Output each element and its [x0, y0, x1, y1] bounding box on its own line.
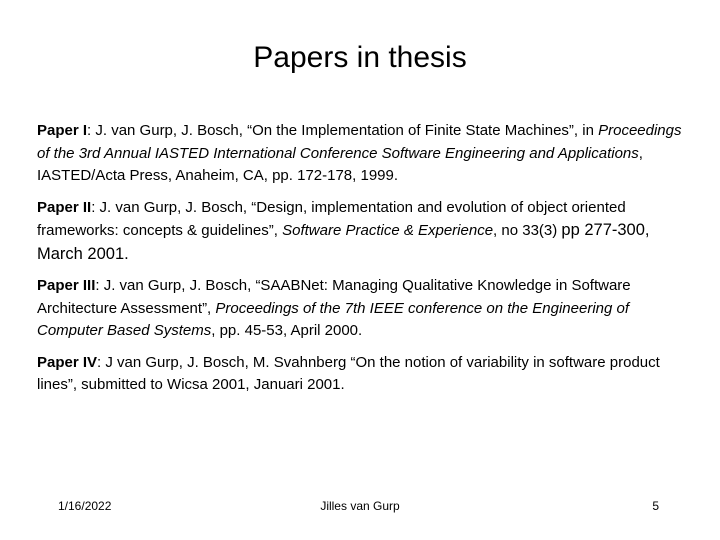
paper-details: , no 33(3) — [493, 222, 562, 239]
paper-title: “Design, implementation and evolution of object oriented frameworks: concepts & guidelines”, — [37, 198, 626, 239]
paper-venue: Proceedings of the 7th IEEE conference on the Engineering of Computer Based Systems — [37, 299, 630, 339]
footer-page-number: 5 — [652, 499, 659, 513]
footer-date: 1/16/2022 — [58, 499, 112, 513]
paper-entry-1 — [37, 120, 697, 188]
paper-entry-4 — [37, 352, 697, 397]
paper-details-pages: pp 277-300, March 2001. — [37, 221, 650, 263]
paper-label: Paper I — [37, 122, 88, 139]
paper-label: Paper IV — [37, 353, 98, 371]
paper-details: , IASTED/Acta Press, Anaheim, CA, pp. 172-178, 1999. — [37, 144, 643, 184]
slide-title: Papers in thesis — [253, 41, 467, 74]
paper-label: Paper III — [37, 277, 96, 294]
paper-entry-3 — [37, 275, 697, 343]
paper-authors: : J van Gurp, J. Bosch, M. Svahnberg — [97, 353, 351, 371]
paper-authors: : J. van Gurp, J. Bosch, — [95, 277, 256, 294]
paper-title: “On the Implementation of Finite State Machines”, in — [247, 122, 599, 139]
paper-label: Paper II — [37, 198, 92, 216]
paper-authors: : J. van Gurp, J. Bosch, — [87, 122, 248, 139]
paper-title: “On the notion of variability in software product lines”, submitted to Wicsa 2001, Januari 2001. — [37, 353, 660, 393]
paper-venue: Proceedings of the 3rd Annual IASTED International Conference Software Engineering and Applications — [37, 122, 682, 162]
paper-authors: : J. van Gurp, J. Bosch, — [91, 198, 252, 216]
paper-title: “SAABNet: Managing Qualitative Knowledge in Software Architecture Assessment”, — [37, 277, 631, 317]
paper-list — [37, 120, 697, 406]
paper-entry-2 — [37, 197, 697, 267]
paper-details: , pp. 45-53, April 2000. — [211, 322, 363, 339]
paper-venue: Software Practice & Experience — [282, 222, 494, 239]
footer-author: Jilles van Gurp — [320, 499, 400, 513]
